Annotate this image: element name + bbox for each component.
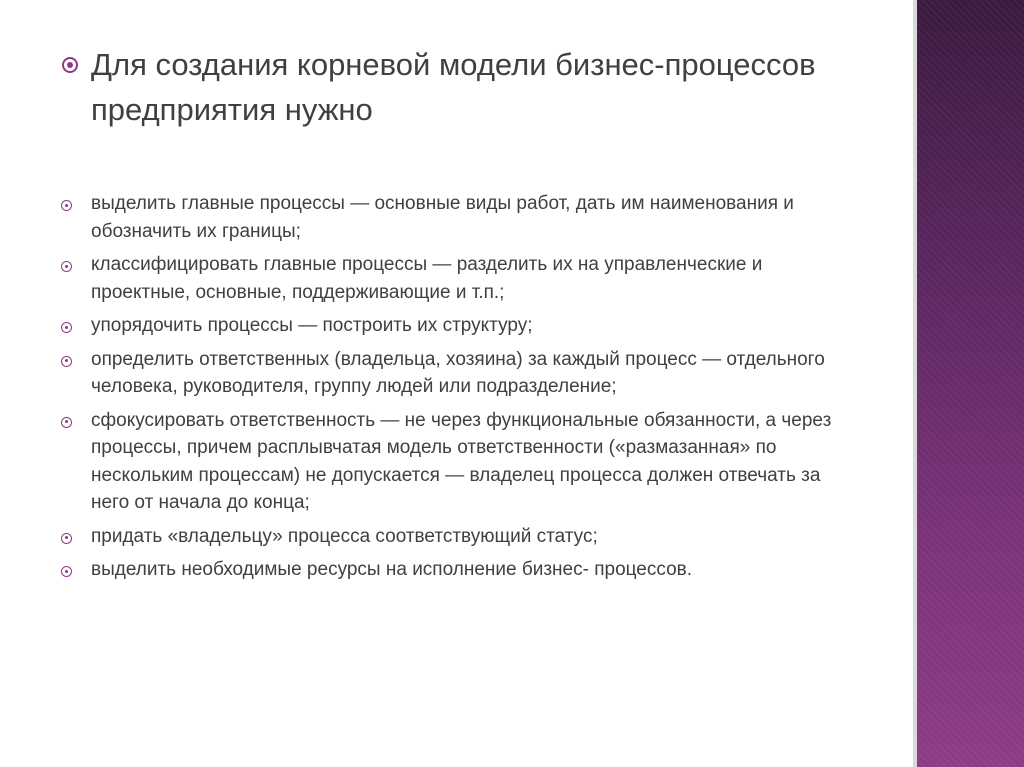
bullet-icon [61,356,72,367]
bullet-icon [61,417,72,428]
list-item [58,190,858,245]
list-item-text: упорядочить процессы — построить их структуру; [91,315,533,336]
bullet-icon [61,566,72,577]
list-item [58,251,858,306]
list-item [58,556,858,584]
decorative-side-band [917,0,1024,767]
list-item-text: классифицировать главные процессы — разделить их на управленческие и проектные, основные, поддерживающие и т.п.; [91,254,763,303]
list-item [58,346,858,401]
title-bullet-icon [62,57,78,73]
bullet-list [58,190,858,590]
list-item [58,407,858,517]
list-item-text: сфокусировать ответственность — не через функциональные обязанности, а через процессы, причем расплывчатая модель ответственности («размазанная» по нескольким процессам) не допускается — владелец процесса должен отвечать за него от начала до конца; [91,409,832,513]
bullet-icon [61,261,72,272]
list-item [58,312,858,340]
list-item-text: определить ответственных (владельца, хозяина) за каждый процесс — отдельного человека, руководителя, группу людей или подразделение; [91,348,825,397]
bullet-icon [61,200,72,211]
list-item-text: придать «владельцу» процесса соответствующий статус; [91,525,598,547]
list-item [58,523,858,551]
bullet-icon [61,322,72,333]
bullet-icon [61,533,72,544]
list-item-text: выделить главные процессы — основные виды работ, дать им наименования и обозначить их границы; [91,193,794,242]
slide-title: Для создания корневой модели бизнес-процессов предприятия нужно [91,47,816,127]
list-item-text: выделить необходимые ресурсы на исполнение бизнес- процессов. [91,559,693,580]
